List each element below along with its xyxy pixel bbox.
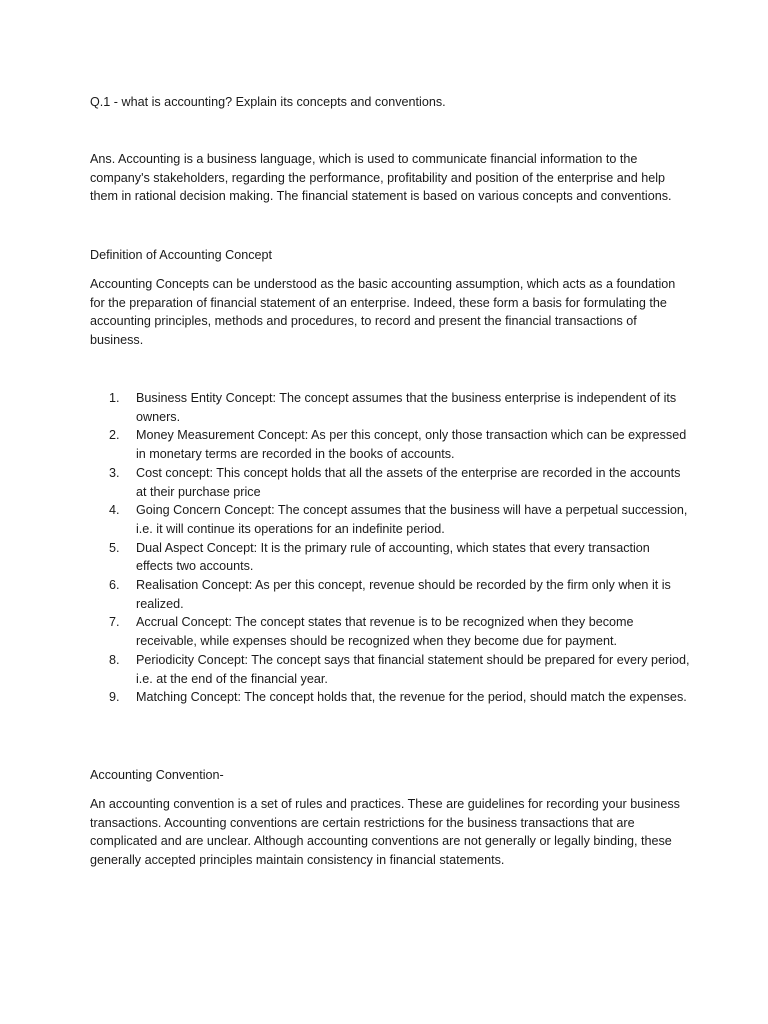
answer-paragraph: Ans. Accounting is a business language, which is used to communicate financial information to the company's stakeholders, regarding the performance, profitability and position of the enterprise and help them in rational decision making. The financial statement is based on various concepts and conventions. bbox=[90, 152, 672, 204]
list-item bbox=[90, 576, 690, 613]
definition-heading: Definition of Accounting Concept bbox=[90, 248, 273, 262]
list-item-text: Realisation Concept: As per this concept, revenue should be recorded by the firm only when it is realized. bbox=[136, 578, 671, 611]
question-heading: Q.1 - what is accounting? Explain its concepts and conventions. bbox=[90, 95, 446, 109]
list-item bbox=[90, 539, 690, 576]
list-item-text: Cost concept: This concept holds that all the assets of the enterprise are recorded in the accounts at their purchase price bbox=[136, 465, 681, 499]
list-number: 8. bbox=[109, 652, 120, 667]
list-item bbox=[90, 651, 690, 688]
convention-heading: Accounting Convention- bbox=[90, 768, 224, 782]
list-number: 7. bbox=[109, 615, 120, 630]
list-number: 5. bbox=[109, 540, 120, 555]
list-item bbox=[90, 389, 690, 426]
list-item-text: Business Entity Concept: The concept assumes that the business enterprise is independent of its owners. bbox=[136, 391, 677, 424]
definition-paragraph: Accounting Concepts can be understood as the basic accounting assumption, which acts as a foundation for the preparation of financial statement of an enterprise. Indeed, these form a basis for formulating the accounting principles, methods and procedures, to record and present the financial transactions of business. bbox=[90, 277, 676, 348]
list-item bbox=[90, 464, 690, 501]
list-item bbox=[90, 613, 690, 650]
list-item-text: Going Concern Concept: The concept assumes that the business will have a perpetual succession, i.e. it will continue its operations for an indefinite period. bbox=[136, 503, 688, 536]
concept-list bbox=[90, 389, 690, 707]
list-item-text: Periodicity Concept: The concept says that financial statement should be prepared for every period, i.e. at the end of the financial year. bbox=[136, 652, 690, 686]
list-number: 6. bbox=[109, 578, 120, 593]
list-number: 4. bbox=[109, 503, 120, 518]
list-item-text: Accrual Concept: The concept states that revenue is to be recognized when they become receivable, while expenses should be recognized when they become due for payment. bbox=[136, 615, 634, 649]
list-number: 9. bbox=[109, 690, 120, 705]
convention-paragraph: An accounting convention is a set of rules and practices. These are guidelines for recording your business transactions. Accounting conventions are certain restrictions for the business transactions that are complicated and are unclear. Although accounting conventions are not generally or legally binding, these generally accepted principles maintain consistency in financial statements. bbox=[90, 797, 680, 868]
list-item bbox=[90, 501, 690, 538]
list-item bbox=[90, 688, 690, 707]
list-number: 2. bbox=[109, 428, 120, 443]
list-number: 1. bbox=[109, 391, 120, 405]
list-item-text: Dual Aspect Concept: It is the primary rule of accounting, which states that every transaction effects two accounts. bbox=[136, 540, 650, 574]
list-item bbox=[90, 426, 690, 463]
list-item-text: Money Measurement Concept: As per this concept, only those transaction which can be expressed in monetary terms are recorded in the books of accounts. bbox=[136, 428, 687, 462]
list-item-text: Matching Concept: The concept holds that, the revenue for the period, should match the expenses. bbox=[136, 690, 687, 705]
list-number: 3. bbox=[109, 465, 120, 480]
